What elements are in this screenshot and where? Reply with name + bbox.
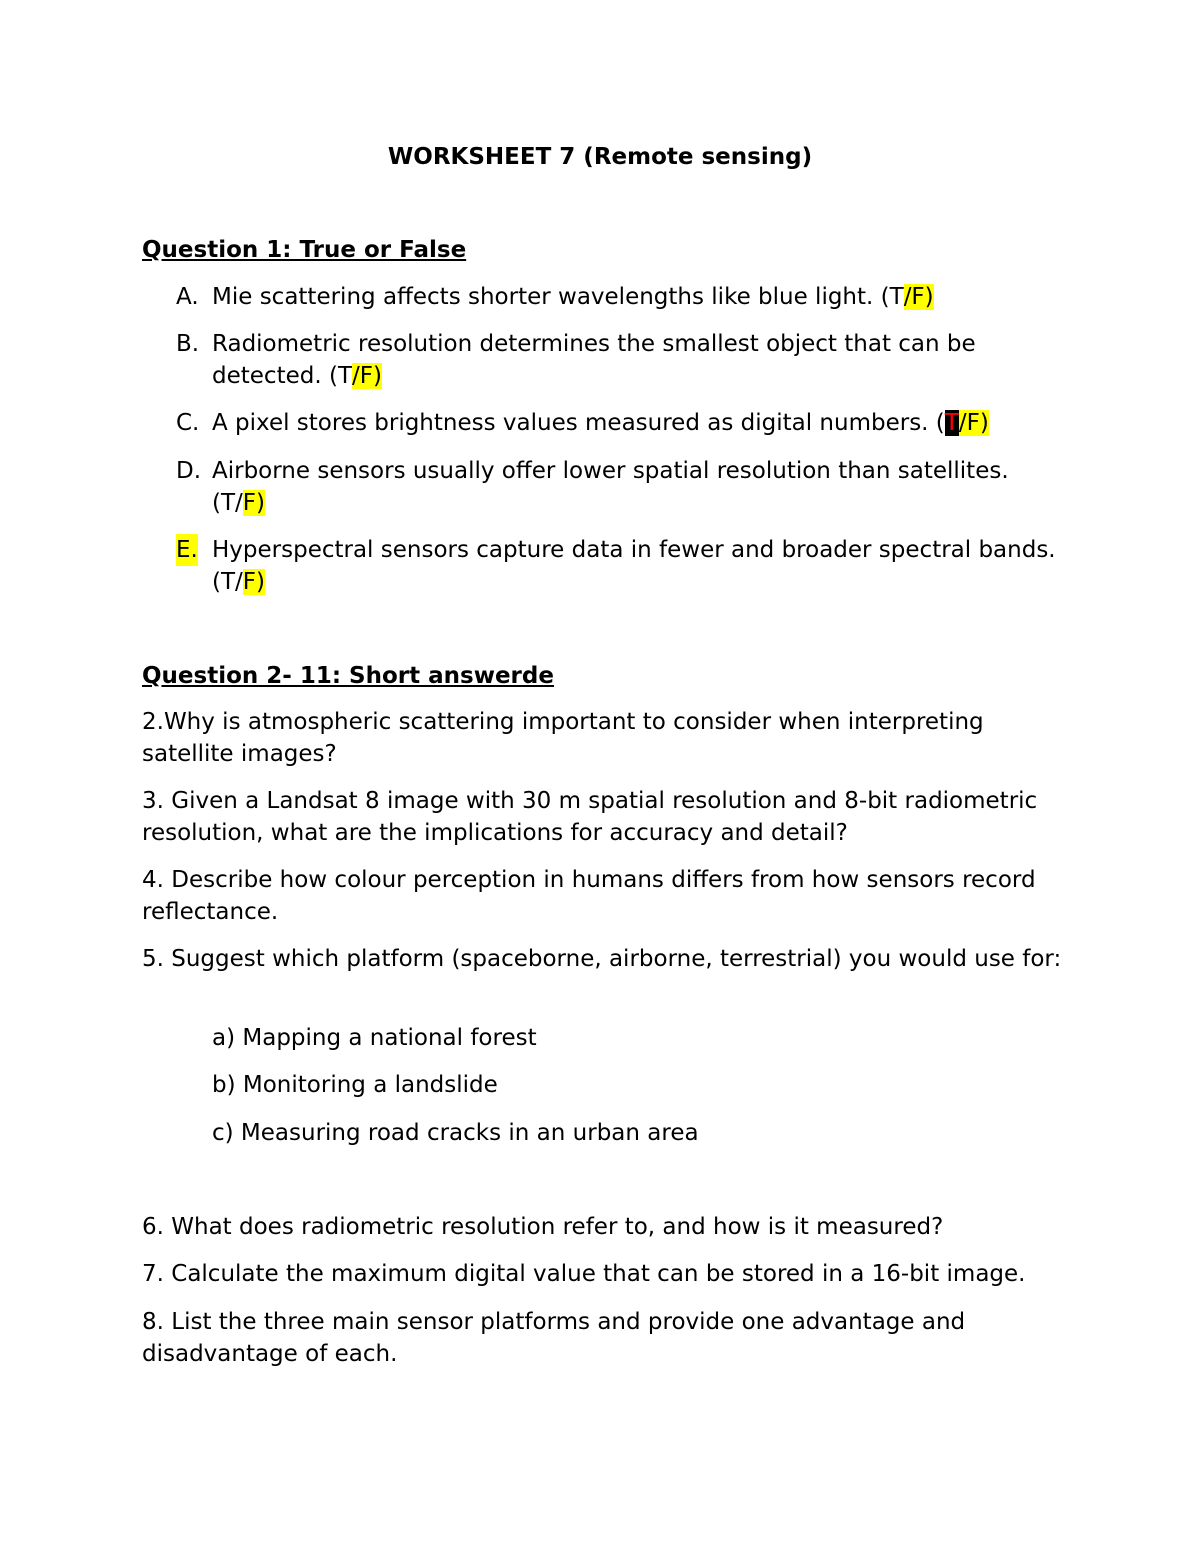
- tf-marked-option: T: [944, 410, 959, 436]
- tf-option-open: (T/: [212, 569, 243, 595]
- tf-option-open: (: [935, 410, 945, 436]
- tf-item-marker: C.: [176, 410, 200, 436]
- tf-statement: Airborne sensors usually offer lower spatial resolution than satellites.: [212, 458, 1009, 484]
- question-4-text: 4. Describe how colour perception in humans differs from how sensors record reflectance.: [142, 867, 1036, 925]
- page-title: WORKSHEET 7 (Remote sensing): [387, 144, 813, 170]
- tf-answer-highlight: /F): [903, 284, 934, 310]
- tf-statement: A pixel stores brightness values measured as digital numbers.: [212, 410, 936, 436]
- tf-option-open: (T: [328, 363, 352, 389]
- tf-item-d: [176, 455, 1056, 519]
- tf-statement: Radiometric resolution determines the smallest object that can be detected.: [212, 331, 976, 389]
- tf-item-text: [212, 281, 1056, 313]
- tf-item-marker: B.: [176, 331, 200, 357]
- tf-item-text: [212, 328, 1056, 392]
- question-7-text: 7. Calculate the maximum digital value that can be stored in a 16-bit image.: [142, 1261, 1026, 1287]
- tf-answer-highlight: F): [242, 490, 265, 516]
- tf-option-open: (T: [880, 284, 904, 310]
- tf-item-marker: E.: [176, 534, 198, 566]
- tf-answer-highlight: /F): [352, 363, 382, 389]
- question-2-heading: Question 2- 11: Short answerde: [142, 663, 554, 689]
- question-6-text: 6. What does radiometric resolution refer to, and how is it measured?: [142, 1214, 944, 1240]
- question-5-text: 5. Suggest which platform (spaceborne, airborne, terrestrial) you would use for:: [142, 946, 1062, 972]
- question-2-text: 2.Why is atmospheric scattering important to consider when interpreting satellite images?: [142, 709, 984, 767]
- tf-statement: Hyperspectral sensors capture data in fewer and broader spectral bands.: [212, 537, 1056, 563]
- tf-item-text: [212, 534, 1056, 598]
- tf-item-marker: D.: [176, 458, 202, 484]
- question-5-option-a: a) Mapping a national forest: [212, 1025, 537, 1051]
- question-8-text: 8. List the three main sensor platforms and provide one advantage and disadvantage of each.: [142, 1309, 966, 1367]
- tf-item-c: [176, 407, 1056, 439]
- tf-item-text: [212, 407, 1056, 439]
- question-3-text: 3. Given a Landsat 8 image with 30 m spatial resolution and 8-bit radiometric resolution, what are the implications for accuracy and detail?: [142, 788, 1038, 846]
- tf-item-a: [176, 281, 1056, 313]
- tf-item-text: [212, 455, 1056, 519]
- tf-item-marker: A.: [176, 284, 199, 310]
- tf-item-b: [176, 328, 1056, 392]
- tf-answer-highlight: /F): [958, 410, 989, 436]
- tf-option-open: (T/: [212, 490, 243, 516]
- tf-item-e: [176, 534, 1056, 598]
- question-5-option-b: b) Monitoring a landslide: [212, 1072, 498, 1098]
- tf-answer-highlight: F): [242, 569, 265, 595]
- tf-statement: Mie scattering affects shorter wavelengths like blue light.: [212, 284, 881, 310]
- question-5-option-c: c) Measuring road cracks in an urban area: [212, 1120, 699, 1146]
- question-1-heading: Question 1: True or False: [142, 237, 467, 263]
